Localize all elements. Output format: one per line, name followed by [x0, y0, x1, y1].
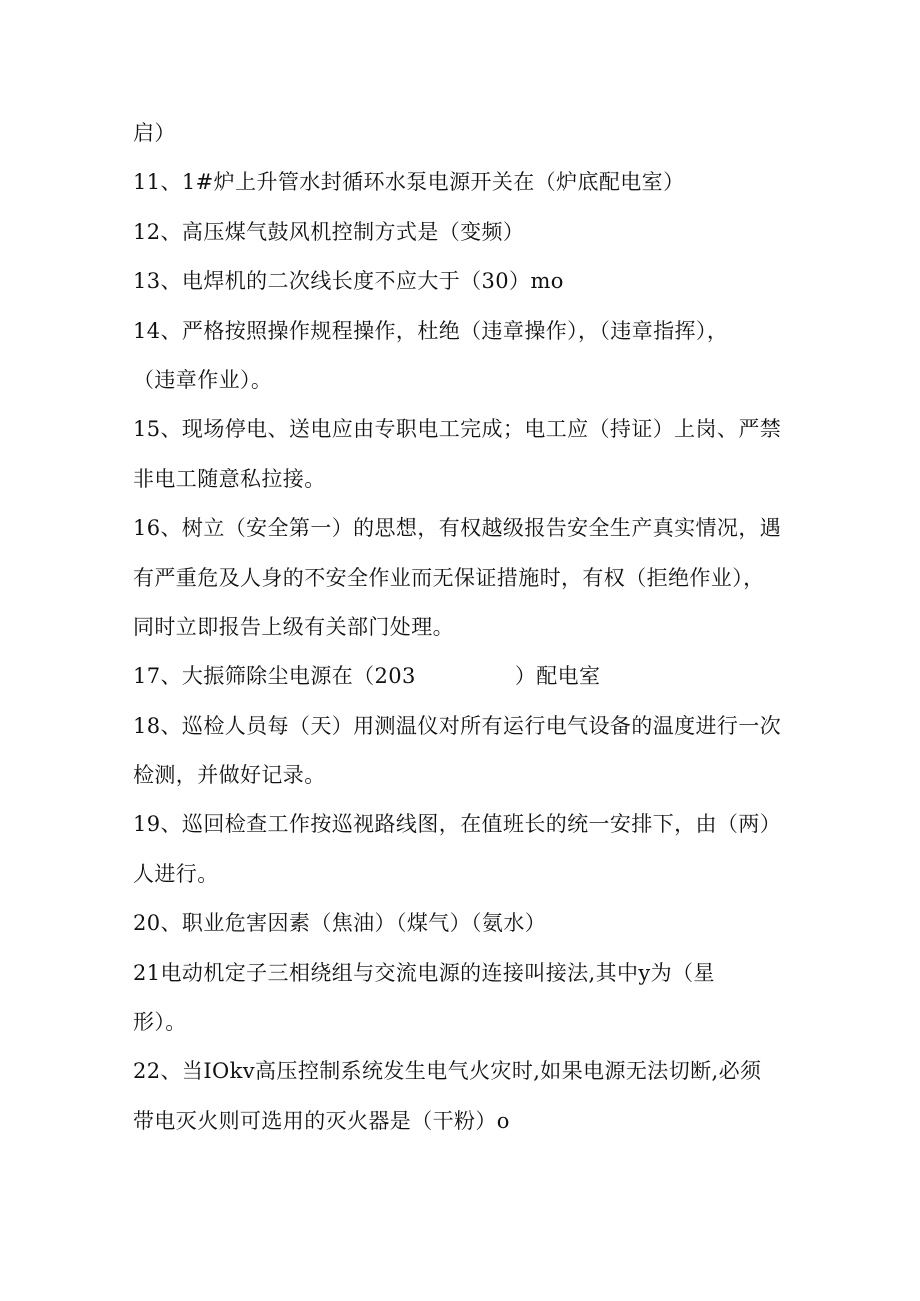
text-line: 20、职业危害因素（焦油）（煤气）（氨水）: [133, 911, 547, 936]
text-line: 带电灭火则可选用的灭火器是（干粉）o: [133, 1108, 510, 1133]
text-line: 13、电焊机的二次线长度不应大于（30）mo: [133, 269, 564, 294]
text-line: 19、巡回检查工作按巡视路线图，在值班长的统一安排下，由（两）: [133, 812, 782, 837]
text-line: 21电动机定子三相绕组与交流电源的连接叫接法,其中y为（星: [133, 960, 715, 985]
text-line: 18、巡检人员每（天）用测温仪对所有运行电气设备的温度进行一次: [133, 713, 782, 738]
text-line: 17、大振筛除尘电源在（203 ）配电室: [133, 664, 601, 689]
document-body: [133, 109, 793, 1146]
text-line: 同时立即报告上级有关部门处理。: [133, 614, 454, 639]
text-line: 非电工随意私拉接。: [133, 466, 326, 491]
text-line: 15、现场停电、送电应由专职电工完成；电工应（持证）上岗、严禁: [133, 417, 782, 442]
text-line: 16、树立（安全第一）的思想，有权越级报告安全生产真实情况，遇: [133, 516, 782, 541]
text-line: 12、高压煤气鼓风机控制方式是（变频）: [133, 219, 525, 244]
text-line: 检测，并做好记录。: [133, 763, 326, 788]
text-line: 22、当IOkv高压控制系统发生电气火灾时,如果电源无法切断,必须: [133, 1059, 762, 1084]
text-line: 有严重危及人身的不安全作业而无保证措施时，有权（拒绝作业），: [133, 565, 765, 590]
text-line: 人进行。: [133, 861, 219, 886]
text-line: （违章作业）。: [133, 367, 273, 392]
text-line: 11、1#炉上升管水封循环水泵电源开关在（炉底配电室）: [133, 170, 685, 195]
text-line: 形）。: [133, 1010, 187, 1035]
text-line: 启）: [133, 121, 176, 145]
text-line: 14、严格按照操作规程操作，杜绝（违章操作），（违章指挥），: [133, 318, 729, 343]
